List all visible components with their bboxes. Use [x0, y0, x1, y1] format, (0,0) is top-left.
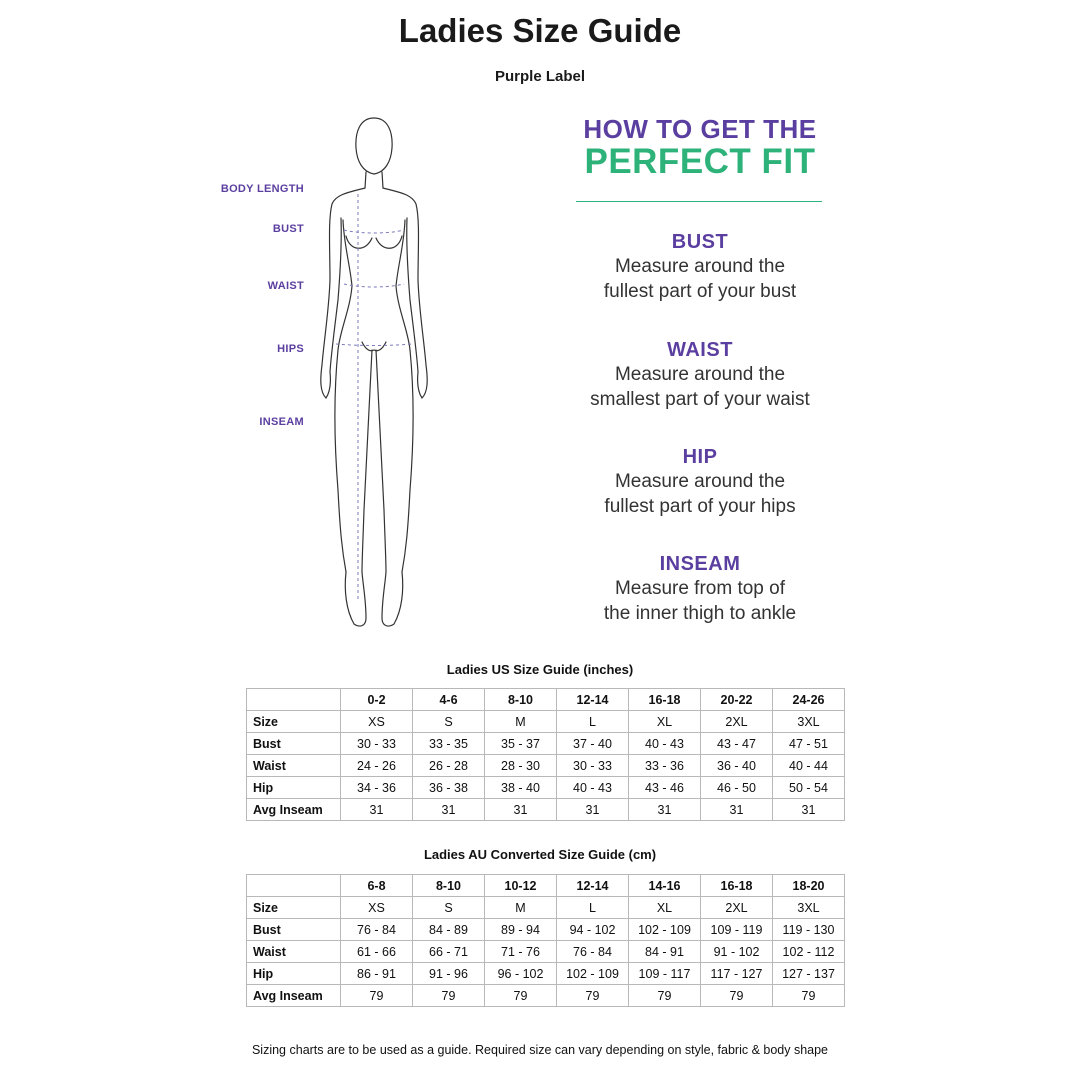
table-cell: XS — [341, 711, 413, 733]
tip-text-line1: Measure around the — [614, 364, 786, 385]
table-header-row — [247, 875, 845, 897]
row-header: Hip — [247, 777, 341, 799]
table-cell: XS — [341, 897, 413, 919]
table-cell: 33 - 35 — [413, 733, 485, 755]
tip-title: BUST — [671, 231, 729, 253]
table-row — [247, 711, 845, 733]
table-cell: M — [485, 897, 557, 919]
table-header-cell: 8-10 — [485, 689, 557, 711]
table-header-cell: 10-12 — [485, 875, 557, 897]
table-cell: 71 - 76 — [485, 941, 557, 963]
table-cell: 31 — [773, 799, 845, 821]
table-header-cell: 16-18 — [701, 875, 773, 897]
table-cell: 40 - 43 — [629, 733, 701, 755]
table-cell: 79 — [629, 985, 701, 1007]
table-header-cell: 12-14 — [557, 875, 629, 897]
table-row — [247, 897, 845, 919]
table-header-cell: 0-2 — [341, 689, 413, 711]
row-header: Hip — [247, 963, 341, 985]
row-header: Waist — [247, 755, 341, 777]
tip-bust — [560, 230, 840, 304]
tip-hip — [560, 445, 840, 519]
table-row — [247, 985, 845, 1007]
table-cell: 28 - 30 — [485, 755, 557, 777]
table-header-row — [247, 689, 845, 711]
divider — [576, 201, 822, 202]
table-header-cell: 4-6 — [413, 689, 485, 711]
table-cell: 31 — [485, 799, 557, 821]
table-cell: 91 - 102 — [701, 941, 773, 963]
table-cell: 30 - 33 — [557, 755, 629, 777]
table-cell: M — [485, 711, 557, 733]
table-cell: 33 - 36 — [629, 755, 701, 777]
au-table-title: Ladies AU Converted Size Guide (cm) — [423, 847, 657, 862]
tip-title: INSEAM — [659, 553, 741, 575]
table-cell: 66 - 71 — [413, 941, 485, 963]
table-cell: 94 - 102 — [557, 919, 629, 941]
table-cell: 2XL — [701, 711, 773, 733]
tip-text-line1: Measure around the — [614, 471, 786, 492]
label-hips: HIPS — [277, 343, 304, 355]
table-cell: 3XL — [773, 711, 845, 733]
table-cell: 36 - 40 — [701, 755, 773, 777]
us-size-table — [246, 688, 845, 821]
table-cell: 43 - 47 — [701, 733, 773, 755]
fit-guide-heading-line1: HOW TO GET THE — [583, 114, 817, 144]
label-bust: BUST — [272, 223, 304, 235]
row-header: Avg Inseam — [247, 799, 341, 821]
au-size-table — [246, 874, 845, 1007]
table-cell: 61 - 66 — [341, 941, 413, 963]
table-cell: 76 - 84 — [557, 941, 629, 963]
table-cell: 127 - 137 — [773, 963, 845, 985]
table-cell: 79 — [557, 985, 629, 1007]
table-cell: 102 - 109 — [557, 963, 629, 985]
footer-note: Sizing charts are to be used as a guide. Required size can vary depending on style, fabric & body shape — [251, 1043, 829, 1057]
table-cell: 102 - 109 — [629, 919, 701, 941]
row-header: Avg Inseam — [247, 985, 341, 1007]
table-cell: 79 — [413, 985, 485, 1007]
table-row — [247, 799, 845, 821]
tip-text-line2: the inner thigh to ankle — [603, 603, 797, 624]
table-cell: 31 — [629, 799, 701, 821]
table-cell: 46 - 50 — [701, 777, 773, 799]
table-cell: 36 - 38 — [413, 777, 485, 799]
body-figure-illustration — [300, 110, 440, 635]
table-cell: L — [557, 711, 629, 733]
table-row — [247, 733, 845, 755]
table-cell: 117 - 127 — [701, 963, 773, 985]
table-cell: 89 - 94 — [485, 919, 557, 941]
page-subtitle: Purple Label — [494, 68, 586, 85]
table-cell: 35 - 37 — [485, 733, 557, 755]
table-row — [247, 755, 845, 777]
table-header-cell — [247, 875, 341, 897]
table-header-cell: 24-26 — [773, 689, 845, 711]
tip-inseam — [560, 552, 840, 626]
table-cell: 96 - 102 — [485, 963, 557, 985]
table-cell: 30 - 33 — [341, 733, 413, 755]
table-cell: 31 — [701, 799, 773, 821]
table-header-cell: 12-14 — [557, 689, 629, 711]
table-cell: 79 — [773, 985, 845, 1007]
us-table-title: Ladies US Size Guide (inches) — [446, 662, 634, 677]
table-header-cell — [247, 689, 341, 711]
table-header-cell: 8-10 — [413, 875, 485, 897]
table-cell: 102 - 112 — [773, 941, 845, 963]
tip-text-line2: fullest part of your bust — [603, 281, 797, 302]
table-row — [247, 963, 845, 985]
table-cell: 31 — [557, 799, 629, 821]
tip-text-line1: Measure from top of — [614, 578, 786, 599]
label-body-length: BODY LENGTH — [220, 183, 304, 195]
table-cell: 86 - 91 — [341, 963, 413, 985]
table-cell: S — [413, 897, 485, 919]
table-cell: 31 — [413, 799, 485, 821]
table-cell: 2XL — [701, 897, 773, 919]
table-cell: 119 - 130 — [773, 919, 845, 941]
table-row — [247, 777, 845, 799]
row-header: Waist — [247, 941, 341, 963]
table-row — [247, 941, 845, 963]
table-cell: 79 — [485, 985, 557, 1007]
table-cell: 43 - 46 — [629, 777, 701, 799]
table-cell: 109 - 119 — [701, 919, 773, 941]
table-cell: L — [557, 897, 629, 919]
tip-title: HIP — [682, 446, 718, 468]
table-cell: 3XL — [773, 897, 845, 919]
table-cell: 34 - 36 — [341, 777, 413, 799]
label-inseam: INSEAM — [259, 416, 304, 428]
row-header: Size — [247, 711, 341, 733]
table-header-cell: 14-16 — [629, 875, 701, 897]
table-header-cell: 20-22 — [701, 689, 773, 711]
table-cell: 76 - 84 — [341, 919, 413, 941]
fit-guide-heading-line2: PERFECT FIT — [584, 142, 816, 181]
table-header-cell: 6-8 — [341, 875, 413, 897]
table-cell: 40 - 43 — [557, 777, 629, 799]
table-cell: S — [413, 711, 485, 733]
table-cell: 50 - 54 — [773, 777, 845, 799]
table-cell: 79 — [341, 985, 413, 1007]
table-cell: 109 - 117 — [629, 963, 701, 985]
tip-text-line2: smallest part of your waist — [590, 389, 810, 410]
table-cell: 84 - 89 — [413, 919, 485, 941]
table-cell: XL — [629, 711, 701, 733]
table-cell: 84 - 91 — [629, 941, 701, 963]
table-cell: 79 — [701, 985, 773, 1007]
table-cell: 40 - 44 — [773, 755, 845, 777]
table-header-cell: 16-18 — [629, 689, 701, 711]
row-header: Bust — [247, 733, 341, 755]
table-cell: 38 - 40 — [485, 777, 557, 799]
table-row — [247, 919, 845, 941]
tip-waist — [560, 338, 840, 412]
tip-title: WAIST — [667, 339, 733, 361]
table-cell: 91 - 96 — [413, 963, 485, 985]
tip-text-line2: fullest part of your hips — [604, 496, 796, 517]
table-header-cell: 18-20 — [773, 875, 845, 897]
table-cell: XL — [629, 897, 701, 919]
table-cell: 47 - 51 — [773, 733, 845, 755]
row-header: Bust — [247, 919, 341, 941]
page-title: Ladies Size Guide — [398, 12, 682, 49]
table-cell: 24 - 26 — [341, 755, 413, 777]
table-cell: 37 - 40 — [557, 733, 629, 755]
table-cell: 31 — [341, 799, 413, 821]
tip-text-line1: Measure around the — [614, 256, 786, 277]
label-waist: WAIST — [267, 280, 304, 292]
row-header: Size — [247, 897, 341, 919]
table-cell: 26 - 28 — [413, 755, 485, 777]
